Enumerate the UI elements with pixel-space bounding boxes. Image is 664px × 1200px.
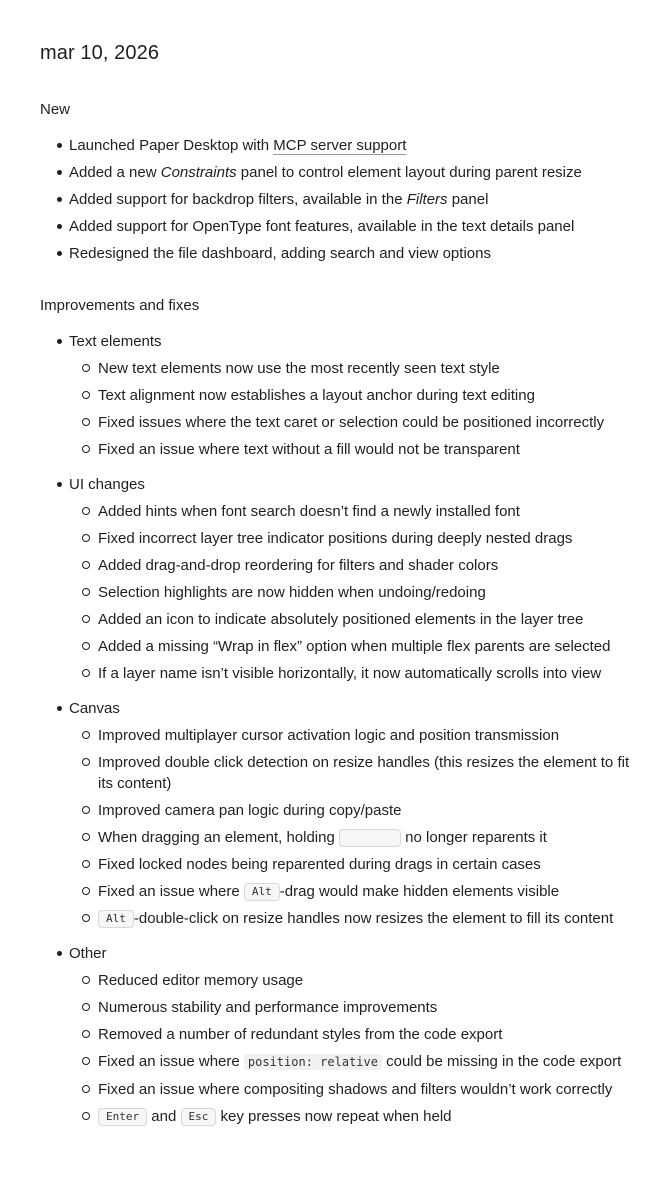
list-item: Fixed an issue where compositing shadows and filters wouldn’t work correctly (69, 1076, 630, 1103)
key-badge (339, 829, 401, 847)
improvements-list (40, 328, 630, 1130)
list-item: Selection highlights are now hidden when undoing/redoing (69, 579, 630, 606)
list-item: Added support for backdrop filters, available in the Filters panel (40, 186, 630, 213)
list-item: Redesigned the file dashboard, adding search and view options (40, 240, 630, 267)
group-other: Other Reduced editor memory usage Numerous stability and performance improvements Removed a number of redundant styles from the code export Fixed an issue where position: relative could be missing in the code export Fixed an issue where compositing shadows and filters wouldn’t work correctly Enter and Esc key presses now repeat when held (40, 940, 630, 1130)
list-item: When dragging an element, holding no longer reparents it (69, 824, 630, 851)
list-item: Fixed an issue where text without a fill would not be transparent (69, 436, 630, 463)
list-item: Added hints when font search doesn’t find a newly installed font (69, 498, 630, 525)
list-item: Removed a number of redundant styles from the code export (69, 1021, 630, 1048)
group-ui-changes: UI changes Added hints when font search doesn’t find a newly installed font Fixed incorrect layer tree indicator positions during deeply nested drags Added drag-and-drop reordering for filters and shader colors Selection highlights are now hidden when undoing/redoing Added an icon to indicate absolutely positioned elements in the layer tree Added a missing “Wrap in flex” option when multiple flex parents are selected If a layer name isn’t visible horizontally, it now automatically scrolls into view (40, 471, 630, 687)
list-item: Added a new Constraints panel to control element layout during parent resize (40, 159, 630, 186)
list-item: New text elements now use the most recently seen text style (69, 355, 630, 382)
list-item: Added a missing “Wrap in flex” option when multiple flex parents are selected (69, 633, 630, 660)
list-item: Fixed locked nodes being reparented during drags in certain cases (69, 851, 630, 878)
other-list (69, 967, 630, 1130)
list-item: Added an icon to indicate absolutely positioned elements in the layer tree (69, 606, 630, 633)
group-text-elements: Text elements New text elements now use the most recently seen text style Text alignment now establishes a layout anchor during text editing Fixed issues where the text caret or selection could be positioned incorrectly Fixed an issue where text without a fill would not be transparent (40, 328, 630, 463)
list-item: Alt -double-click on resize handles now resizes the element to fill its content (69, 905, 630, 932)
list-item: Improved double click detection on resize handles (this resizes the element to fit its content) (69, 749, 630, 797)
group-canvas: Canvas Improved multiplayer cursor activation logic and position transmission Improved double click detection on resize handles (this resizes the element to fit its content) Improved camera pan logic during copy/paste When dragging an element, holding no longer reparents it Fixed locked nodes being reparented during drags in certain cases Fixed an issue where Alt -drag would make hidden elements visible Alt -double-click on resize handles now resizes the element to fill its content (40, 695, 630, 932)
mcp-server-link[interactable]: MCP server support (273, 137, 407, 154)
release-date: mar 10, 2026 (40, 42, 160, 64)
esc-key-badge: Esc (181, 1108, 217, 1126)
list-item: Added support for OpenType font features, available in the text details panel (40, 213, 630, 240)
list-item: If a layer name isn’t visible horizontally, it now automatically scrolls into view (69, 660, 630, 687)
canvas-list (69, 722, 630, 932)
list-item: Enter and Esc key presses now repeat when held (69, 1103, 630, 1130)
list-item: Reduced editor memory usage (69, 967, 630, 994)
list-item: Added drag-and-drop reordering for filters and shader colors (69, 552, 630, 579)
list-item: Fixed an issue where Alt -drag would make hidden elements visible (69, 878, 630, 905)
text-elements-list (69, 355, 630, 463)
new-list (40, 132, 630, 267)
list-item: Fixed issues where the text caret or selection could be positioned incorrectly (69, 409, 630, 436)
list-item: Numerous stability and performance improvements (69, 994, 630, 1021)
list-item: Fixed an issue where position: relative could be missing in the code export (69, 1048, 630, 1076)
alt-key-badge: Alt (244, 883, 280, 901)
section-title-improvements: Improvements and fixes (40, 297, 200, 314)
inline-code: position: relative (244, 1054, 382, 1070)
list-item: Text alignment now establishes a layout anchor during text editing (69, 382, 630, 409)
list-item: Fixed incorrect layer tree indicator positions during deeply nested drags (69, 525, 630, 552)
ui-changes-list (69, 498, 630, 687)
alt-key-badge: Alt (98, 910, 134, 928)
section-title-new: New (40, 101, 71, 118)
list-item: Launched Paper Desktop with MCP server support (40, 132, 630, 159)
enter-key-badge: Enter (98, 1108, 147, 1126)
list-item: Improved camera pan logic during copy/paste (69, 797, 630, 824)
list-item: Improved multiplayer cursor activation logic and position transmission (69, 722, 630, 749)
